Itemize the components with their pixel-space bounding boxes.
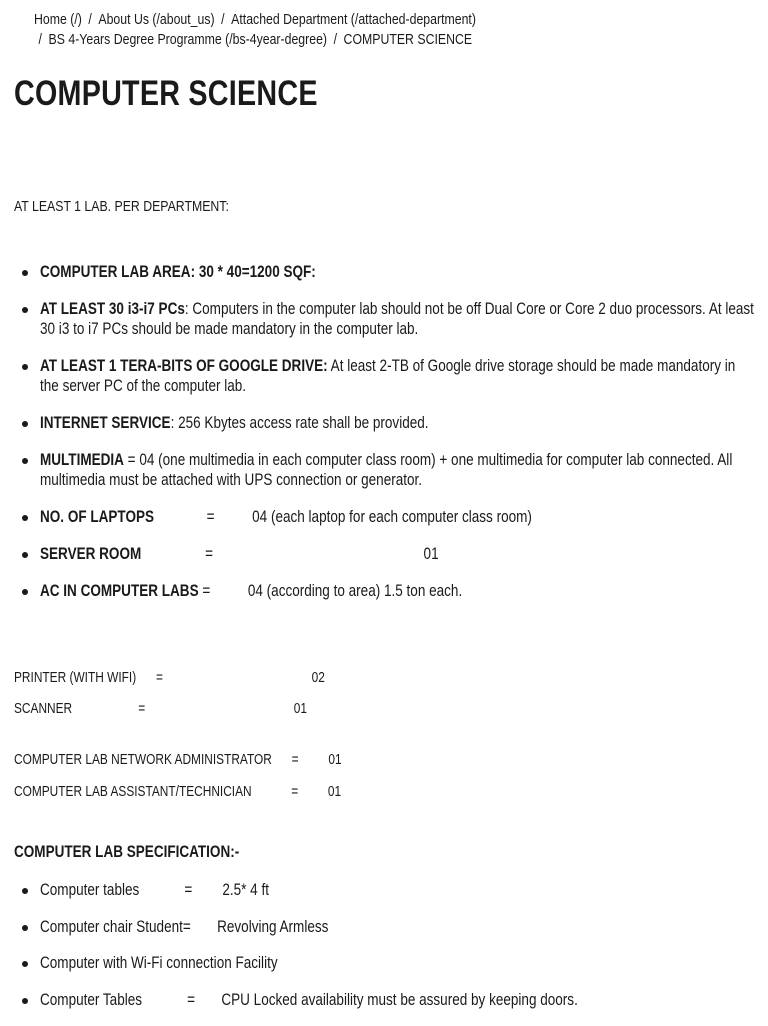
list-item bbox=[14, 262, 754, 282]
page-title: COMPUTER SCIENCE bbox=[14, 74, 318, 113]
item-label: INTERNET SERVICE bbox=[40, 414, 171, 432]
lab-assistant-line: COMPUTER LAB ASSISTANT/TECHNICIAN = 01 bbox=[14, 784, 342, 800]
list-item: Computer chair Student= Revolving Armless bbox=[14, 917, 754, 937]
breadcrumb-separator: / bbox=[88, 11, 92, 28]
lab-requirement-subhead: AT LEAST 1 LAB. PER DEPARTMENT: bbox=[14, 198, 229, 215]
list-item: Computer with Wi-Fi connection Facility bbox=[14, 953, 754, 973]
breadcrumb-current: COMPUTER SCIENCE bbox=[343, 31, 473, 48]
breadcrumb bbox=[34, 10, 573, 50]
item-label: SERVER ROOM bbox=[40, 545, 142, 563]
item-label: NO. OF LAPTOPS bbox=[40, 508, 155, 526]
network-admin-line: COMPUTER LAB NETWORK ADMINISTRATOR = 01 bbox=[14, 752, 342, 768]
item-label: AC IN COMPUTER LABS bbox=[40, 582, 199, 600]
item-text: : Computers in the computer lab should not be off Dual Core or Core 2 duo processors. At least 30 i3 to i7 PCs should be made mandatory in the computer lab. bbox=[40, 300, 754, 338]
item-text: = 04 (one multimedia in each computer class room) + one multimedia for computer lab connected. All multimedia must be attached with UPS connection or generator. bbox=[40, 451, 733, 489]
list-item: Computer tables = 2.5* 4 ft bbox=[14, 880, 754, 900]
breadcrumb-attached-link[interactable]: Attached Department (/attached-department) bbox=[231, 11, 476, 28]
printer-line: PRINTER (WITH WIFI) = 02 bbox=[14, 670, 325, 686]
item-text: : 256 Kbytes access rate shall be provided. bbox=[170, 414, 429, 432]
specs-list bbox=[14, 880, 754, 1026]
item-text: = 04 (according to area) 1.5 ton each. bbox=[198, 582, 463, 600]
list-item bbox=[14, 544, 754, 564]
list-item bbox=[14, 450, 754, 490]
item-label: AT LEAST 30 i3-i7 PCs bbox=[40, 300, 185, 318]
list-item bbox=[14, 356, 754, 396]
facilities-list bbox=[14, 262, 754, 618]
list-item: Computer Tables = CPU Locked availability must be assured by keeping doors. bbox=[14, 990, 754, 1010]
list-item bbox=[14, 413, 754, 433]
list-item bbox=[14, 299, 754, 339]
breadcrumb-home-link[interactable]: Home (/) bbox=[34, 11, 82, 28]
item-label: MULTIMEDIA bbox=[40, 451, 124, 469]
breadcrumb-separator: / bbox=[333, 31, 338, 48]
item-text: = 04 (each laptop for each computer class room) bbox=[154, 508, 532, 526]
item-label: AT LEAST 1 TERA-BITS OF GOOGLE DRIVE: bbox=[40, 357, 328, 375]
specs-heading: COMPUTER LAB SPECIFICATION:- bbox=[14, 843, 240, 861]
item-text: At least 2-TB of Google drive storage should be made mandatory in the server PC of the computer lab. bbox=[40, 357, 736, 395]
scanner-line: SCANNER = 01 bbox=[14, 701, 308, 717]
breadcrumb-about-link[interactable]: About Us (/about_us) bbox=[98, 11, 215, 28]
list-item bbox=[14, 507, 754, 527]
item-text: = 01 bbox=[141, 545, 439, 563]
breadcrumb-separator: / bbox=[221, 11, 225, 28]
breadcrumb-bs-link[interactable]: BS 4-Years Degree Programme (/bs-4year-degree) bbox=[48, 31, 328, 48]
list-item bbox=[14, 581, 754, 601]
breadcrumb-separator: / bbox=[38, 31, 42, 48]
item-label: COMPUTER LAB AREA: 30 * 40=1200 SQF: bbox=[40, 263, 316, 281]
